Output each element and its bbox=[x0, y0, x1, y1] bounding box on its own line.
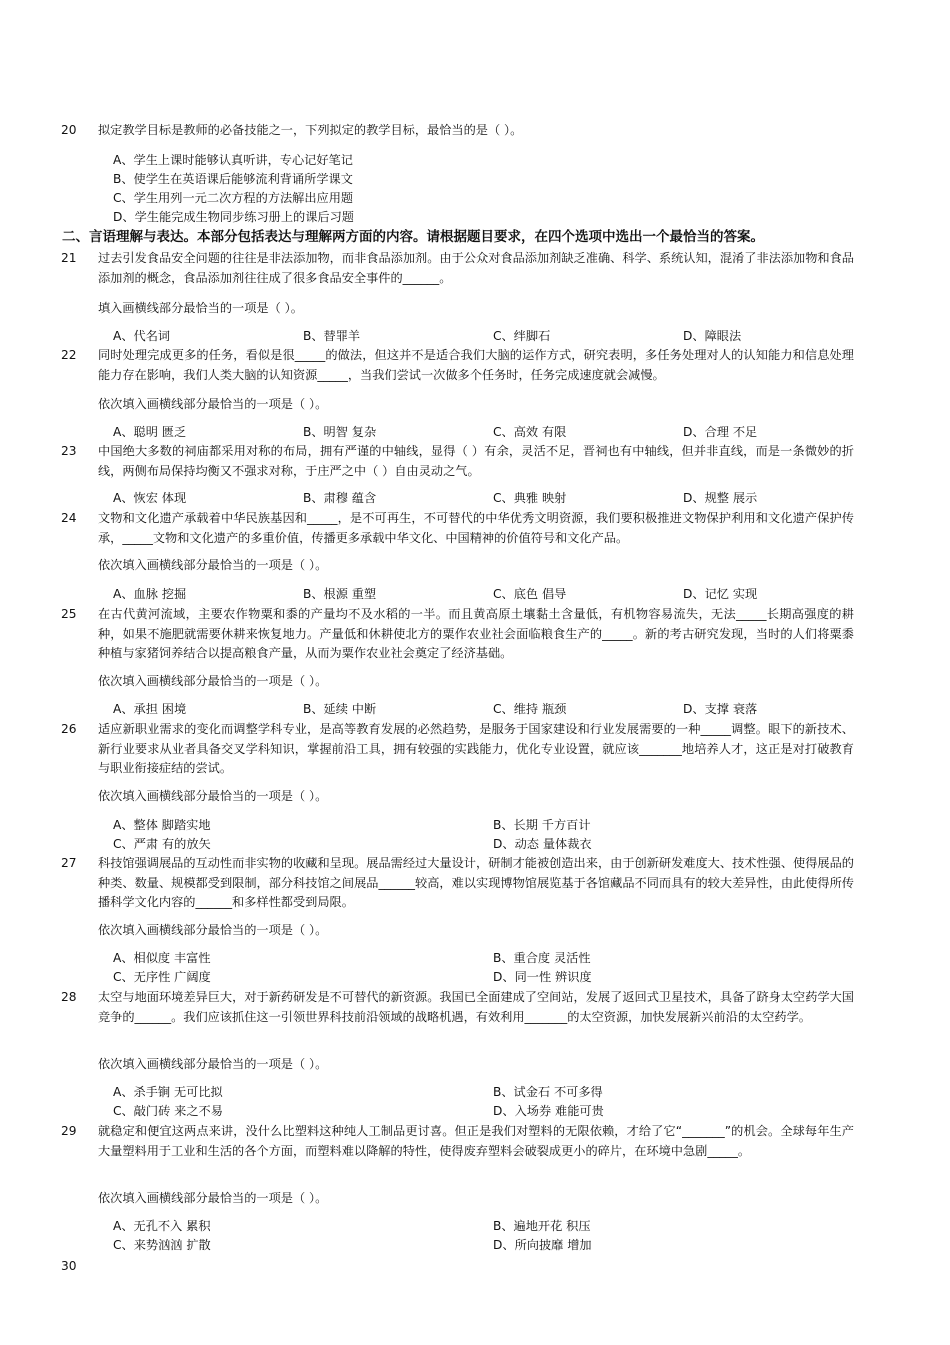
option-b[interactable]: B、试金石 不可多得 bbox=[493, 1085, 603, 1099]
question-number: 25 bbox=[61, 607, 77, 621]
question-stem: 就稳定和便宜这两点来讲，没什么比塑料这种纯人工制品更讨喜。但正是我们对塑料的无限依赖，才给了它“_______”的机会。全球每年生产大量塑料用于工业和生活的各个方面，而塑料难以降解的特性，使得废弃塑料会破裂成更小的碎片，在环境中急剧_____。 bbox=[98, 1124, 854, 1158]
option-c[interactable]: C、维持 瓶颈 bbox=[493, 702, 567, 716]
option-a[interactable]: A、学生上课时能够认真听讲，专心记好笔记 bbox=[113, 153, 353, 167]
option-d[interactable]: D、动态 量体裁衣 bbox=[493, 837, 592, 851]
question-stem: 拟定教学目标是教师的必备技能之一，下列拟定的教学目标，最恰当的是（ ）。 bbox=[98, 123, 523, 137]
question-stem: 太空与地面环境差异巨大，对于新药研发是不可替代的新资源。我国已全面建成了空间站，发展了返回式卫星技术，具备了跻身太空药学大国竞争的______。我们应该抓住这一引领世界科技前沿领域的战略机遇，有效利用_______的太空资源，加快发展新兴前沿的太空药学。 bbox=[98, 990, 854, 1024]
question-stem: 过去引发食品安全问题的往往是非法添加物，而非食品添加剂。由于公众对食品添加剂缺乏准确、科学、系统认知，混淆了非法添加物和食品添加剂的概念，食品添加剂往往成了很多食品安全事件的______。 bbox=[98, 251, 854, 285]
option-a[interactable]: A、杀手锏 无可比拟 bbox=[113, 1085, 223, 1099]
option-b[interactable]: B、明智 复杂 bbox=[303, 425, 377, 439]
question-stem: 适应新职业需求的变化而调整学科专业，是高等教育发展的必然趋势，是服务于国家建设和行业发展需要的一种_____调整。眼下的新技术、新行业要求从业者具备交叉学科知识，掌握前沿工具，拥有较强的实践能力，优化专业设置，就应该_______地培养人才，这正是对打破教育与职业衔接症结的尝试。 bbox=[98, 722, 854, 775]
question-number: 20 bbox=[61, 123, 77, 137]
option-a[interactable]: A、相似度 丰富性 bbox=[113, 951, 211, 965]
option-b[interactable]: B、延续 中断 bbox=[303, 702, 377, 716]
option-d[interactable]: D、所向披靡 增加 bbox=[493, 1238, 592, 1252]
question-stem: 同时处理完成更多的任务，看似是很_____的做法，但这并不是适合我们大脑的运作方式，研究表明，多任务处理对人的认知能力和信息处理能力存在影响，我们人类大脑的认知资源_____，当我们尝试一次做多个任务时，任务完成速度就会减慢。 bbox=[98, 348, 854, 382]
section-title: 二、言语理解与表达。本部分包括表达与理解两方面的内容。请根据题目要求，在四个选项中选出一个最恰当的答案。 bbox=[62, 229, 764, 245]
option-b[interactable]: B、肃穆 蕴含 bbox=[303, 491, 377, 505]
option-b[interactable]: B、长期 千方百计 bbox=[493, 818, 591, 832]
option-d[interactable]: D、合理 不足 bbox=[683, 425, 758, 439]
question-number: 30 bbox=[61, 1259, 77, 1273]
question-prompt: 依次填入画横线部分最恰当的一项是（ ）。 bbox=[98, 558, 328, 572]
option-a[interactable]: A、承担 困境 bbox=[113, 702, 187, 716]
option-d[interactable]: D、障眼法 bbox=[683, 329, 742, 343]
question-prompt: 依次填入画横线部分最恰当的一项是（ ）。 bbox=[98, 789, 328, 803]
question-number: 29 bbox=[61, 1124, 77, 1138]
question-number: 24 bbox=[61, 511, 77, 525]
question-prompt: 依次填入画横线部分最恰当的一项是（ ）。 bbox=[98, 674, 328, 688]
question-prompt: 依次填入画横线部分最恰当的一项是（ ）。 bbox=[98, 923, 328, 937]
option-b[interactable]: B、重合度 灵活性 bbox=[493, 951, 591, 965]
option-a[interactable]: A、恢宏 体现 bbox=[113, 491, 187, 505]
question-prompt: 依次填入画横线部分最恰当的一项是（ ）。 bbox=[98, 397, 328, 411]
question-number: 27 bbox=[61, 856, 77, 870]
option-a[interactable]: A、代名词 bbox=[113, 329, 171, 343]
question-stem: 科技馆强调展品的互动性而非实物的收藏和呈现。展品需经过大量设计，研制才能被创造出来，由于创新研发难度大、技术性强、使得展品的种类、数量、规模都受到限制，部分科技馆之间展品______较高，难以实现博物馆展览基于各馆藏品不同而具有的较大差异性，由此使得所传播科学文化内容的______和多样性都受到局限。 bbox=[98, 856, 854, 909]
option-a[interactable]: A、聪明 匮乏 bbox=[113, 425, 187, 439]
question-number: 26 bbox=[61, 722, 77, 736]
question-prompt: 依次填入画横线部分最恰当的一项是（ ）。 bbox=[98, 1057, 328, 1071]
option-d[interactable]: D、支撑 衰落 bbox=[683, 702, 758, 716]
option-a[interactable]: A、整体 脚踏实地 bbox=[113, 818, 211, 832]
option-b[interactable]: B、遍地开花 积压 bbox=[493, 1219, 591, 1233]
option-b[interactable]: B、替罪羊 bbox=[303, 329, 361, 343]
option-c[interactable]: C、来势汹汹 扩散 bbox=[113, 1238, 211, 1252]
question-stem: 在古代黄河流域，主要农作物粟和黍的产量均不及水稻的一半。而且黄高原土壤黏土含量低，有机物容易流失，无法_____长期高强度的耕种，如果不施肥就需要休耕来恢复地力。产量低和休耕使北方的粟作农业社会面临粮食生产的_____。新的考古研究发现，当时的人们将粟黍种植与家猪饲养结合以提高粮食产量，从而为粟作农业社会奠定了经济基础。 bbox=[98, 607, 854, 660]
question-prompt: 依次填入画横线部分最恰当的一项是（ ）。 bbox=[98, 1191, 328, 1205]
option-c[interactable]: C、学生用列一元二次方程的方法解出应用题 bbox=[113, 191, 354, 205]
question-number: 28 bbox=[61, 990, 77, 1004]
option-c[interactable]: C、典雅 映射 bbox=[493, 491, 567, 505]
option-d[interactable]: D、学生能完成生物同步练习册上的课后习题 bbox=[113, 210, 354, 224]
option-a[interactable]: A、无孔不入 累积 bbox=[113, 1219, 211, 1233]
option-c[interactable]: C、高效 有限 bbox=[493, 425, 567, 439]
option-b[interactable]: B、使学生在英语课后能够流利背诵所学课文 bbox=[113, 172, 353, 186]
option-d[interactable]: D、记忆 实现 bbox=[683, 587, 758, 601]
option-c[interactable]: C、严肃 有的放矢 bbox=[113, 837, 211, 851]
option-c[interactable]: C、底色 倡导 bbox=[493, 587, 567, 601]
option-d[interactable]: D、入场券 难能可贵 bbox=[493, 1104, 604, 1118]
question-stem: 中国绝大多数的祠庙都采用对称的布局，拥有严谨的中轴线，显得（ ）有余，灵活不足，晋祠也有中轴线，但并非直线，而是一条微妙的折线，两侧布局保持均衡又不强求对称，于庄严之中（ ）自由灵动之气。 bbox=[98, 444, 854, 478]
question-number: 23 bbox=[61, 444, 77, 458]
question-number: 21 bbox=[61, 251, 77, 265]
option-d[interactable]: D、规整 展示 bbox=[683, 491, 758, 505]
question-number: 22 bbox=[61, 348, 77, 362]
option-b[interactable]: B、根源 重塑 bbox=[303, 587, 377, 601]
option-d[interactable]: D、同一性 辨识度 bbox=[493, 970, 592, 984]
option-c[interactable]: C、绊脚石 bbox=[493, 329, 551, 343]
question-stem: 文物和文化遗产承载着中华民族基因和_____，是不可再生，不可替代的中华优秀文明资源，我们要积极推进文物保护利用和文化遗产保护传承，_____文物和文化遗产的多重价值，传播更多承载中华文化、中国精神的价值符号和文化产品。 bbox=[98, 511, 854, 545]
option-c[interactable]: C、敲门砖 来之不易 bbox=[113, 1104, 223, 1118]
option-a[interactable]: A、血脉 挖掘 bbox=[113, 587, 187, 601]
question-prompt: 填入画横线部分最恰当的一项是（ ）。 bbox=[98, 301, 303, 315]
option-c[interactable]: C、无序性 广阔度 bbox=[113, 970, 211, 984]
